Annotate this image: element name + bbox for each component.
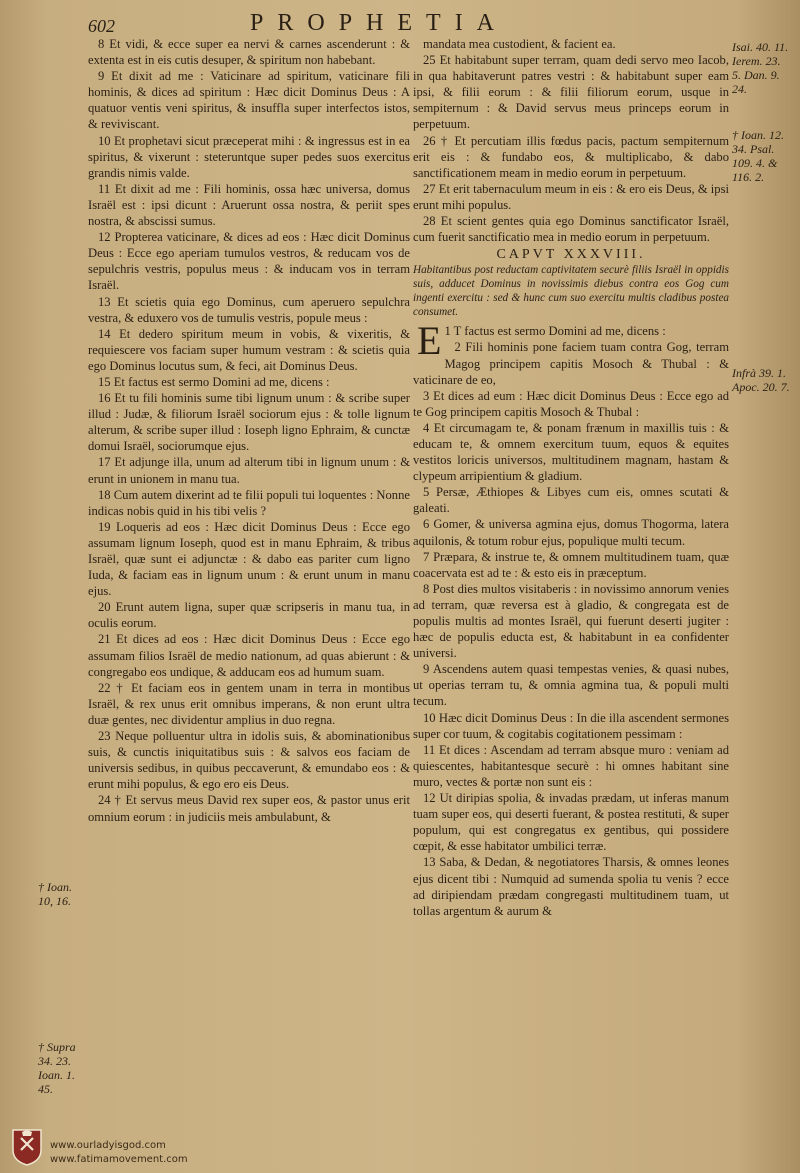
verse: 10 Hæc dicit Dominus Deus : In die illa ascendent sermones super cor tuum, & cogitabis cogitationem pessimam :: [413, 710, 729, 741]
verse: 28 Et scient gentes quia ego Dominus sanctificator Israël, cum fuerit sanctificatio mea in medio eorum in perpetuum.: [413, 214, 729, 245]
chapter-summary: Habitantibus post reductam captivitatem securè filiis Israël in oppidis suis, adducet Dominus in novissimis diebus contra eos Gog cum ingenti exercitu : sed & hunc cum suo exercitu multis cladibus postea consumet.: [413, 264, 729, 319]
verse: 8 Post dies multos visitaberis : in novissimo annorum venies ad terram, quæ reversa est à gladio, & congregata est de populis multis ad montes Israël, qui fuerunt deserti jugiter : hæc de populis educta est, & habitabunt in ea confidenter universi.: [413, 581, 729, 661]
verse: mandata mea custodient, & facient ea.: [423, 37, 616, 51]
verse: 10 Et prophetavi sicut præceperat mihi : & ingressus est in ea spiritus, & vixerunt : steteruntque super pedes suos exercitus grandis nimis valde.: [88, 133, 410, 180]
verse: 13 Et scietis quia ego Dominus, cum aperuero sepulchra vestra, & eduxero vos de tumulis vestris, popule meus :: [88, 294, 410, 325]
verse: 24 † Et servus meus David rex super eos, & pastor unus erit omnium eorum : in judiciis meis ambulabunt, &: [88, 793, 410, 824]
verse: 8 Et vidi, & ecce super ea nervi & carnes ascenderunt : & extenta est in eis cutis desuper, & spiritum non habebant.: [88, 37, 410, 68]
first-verse-text: 1 T factus est sermo Domini ad me, dicens :: [444, 324, 666, 339]
website-link[interactable]: www.fatimamovement.com: [50, 1154, 188, 1165]
verse: 21 Et dices ad eos : Hæc dicit Dominus Deus : Ecce ego assumam filios Israël de medio nationum, ad quas abierunt : & congregabo eos undique, & adducam eos ad humum suam.: [88, 632, 410, 679]
verse: 9 Ascendens autem quasi tempestas venies, & quasi nubes, ut operias terram tu, & omnia agmina tua, & populi multi tecum.: [413, 662, 729, 709]
papal-seal-icon: [10, 1128, 44, 1166]
verse: 16 Et tu fili hominis sume tibi lignum unum : & scribe super illud : Judæ, & filiorum Israël sociorum ejus : & tolle lignum alterum, & scribe super illud : Ioseph ligno Ephraim, & cunctæ domui Israël, sociorumque ejus.: [88, 391, 410, 454]
verse: 14 Et dedero spiritum meum in vobis, & vixeritis, & requiescere vos faciam super humum vestram : & scietis quia ego Dominus locutus sum, & feci, ait Dominus Deus.: [88, 326, 410, 373]
verse: 27 Et erit tabernaculum meum in eis : & ero eis Deus, & ipsi erunt mihi populus.: [413, 181, 729, 212]
margin-note-left: † Supra 34. 23. Ioan. 1. 45.: [38, 1040, 76, 1096]
verse: 3 Et dices ad eum : Hæc dicit Dominus Deus : Ecce ego ad te Gog principem capitis Mosoch & Thubal :: [413, 388, 729, 419]
page-number: 602: [88, 16, 115, 36]
verse: 11 Et dixit ad me : Fili hominis, ossa hæc universa, domus Israël est : ipsi dicunt : Aruerunt ossa nostra, & periit spes nostra, & abscissi sumus.: [88, 181, 410, 229]
verse: 13 Saba, & Dedan, & negotiatores Tharsis, & omnes leones ejus dicent tibi : Numquid ad sumenda spolia tu venis ? ecce ad diripiendam prædam congregasti multitudinem tuam, ut tollas argentum & aurum &: [413, 855, 729, 918]
verse: 2 Fili hominis pone faciem tuam contra Gog, terram Magog principem capitis Mosoch & Thubal : & vaticinare de eo,: [413, 340, 729, 387]
verse: 17 Et adjunge illa, unum ad alterum tibi in lignum unum : & erunt in unionem in manu tua.: [88, 455, 410, 486]
website-link[interactable]: www.ourladyisgod.com: [50, 1140, 166, 1151]
verse: 12 Ut diripias spolia, & invadas prædam, ut inferas manum tuam super eos, qui deserti fuerant, & postea restituti, & super populum, qui est congregatus ex gentibus, qui possidere cœpit, & esse habitator umbilici terræ.: [413, 791, 729, 854]
verse: 9 Et dixit ad me : Vaticinare ad spiritum, vaticinare fili hominis, & dices ad spiritum : Hæc dicit Dominus Deus : A quatuor ventis veni spiritus, & insuffla super interfectos istos, & reviviscant.: [88, 69, 410, 132]
verse: 12 Propterea vaticinare, & dices ad eos : Hæc dicit Dominus Deus : Ecce ego aperiam tumulos vestros, & reducam vos de sepulchris vestris, populus meus : & inducam vos in terram Israël.: [88, 230, 410, 293]
running-title: PROPHETIA: [250, 10, 509, 36]
margin-note-right: † Ioan. 12. 34. Psal. 109. 4. & 116. 2.: [732, 128, 784, 184]
left-column: [88, 36, 410, 825]
margin-note-right: Isai. 40. 11. Ierem. 23. 5. Dan. 9. 24.: [732, 40, 789, 96]
margin-note-left: † Ioan. 10, 16.: [38, 880, 72, 908]
verse: 6 Gomer, & universa agmina ejus, domus Thogorma, latera aquilonis, & totum robur ejus, populique multi tecum.: [413, 517, 729, 548]
verse: 4 Et circumagam te, & ponam frænum in maxillis tuis : & educam te, & omnem exercitum tuum, equos & equites vestitos loricis universos, multitudinem magnam, hastam & clypeum arripientium & gladium.: [413, 420, 729, 484]
margin-note-right: Infrà 39. 1. Apoc. 20. 7.: [732, 366, 790, 394]
verse: 5 Persæ, Æthiopes & Libyes cum eis, omnes scutati & galeati.: [413, 485, 729, 516]
verse: 25 Et habitabunt super terram, quam dedi servo meo Iacob, in qua habitaverunt patres vestri : & habitabunt super eam ipsi, & filii eorum : & filii filiorum eorum, usque in sempiternum : & David servus meus princeps eorum in perpetuum.: [413, 53, 729, 132]
verse: 7 Præpara, & instrue te, & omnem multitudinem tuam, quæ coacervata est ad te : & esto eis in præceptum.: [413, 549, 729, 580]
drop-cap: E: [417, 318, 442, 364]
verse: 11 Et dices : Ascendam ad terram absque muro : veniam ad quiescentes, habitantesque securè : hi omnes habitant sine muro, vectes & portæ non sunt eis :: [413, 742, 729, 789]
verse: 20 Erunt autem ligna, super quæ scripseris in manu tua, in oculis eorum.: [88, 600, 410, 631]
verse: 26 † Et percutiam illis fœdus pacis, pactum sempiternum erit eis : & fundabo eos, & multiplicabo, & dabo sanctificationem meam in medio eorum in perpetuum.: [413, 133, 729, 180]
verse: 18 Cum autem dixerint ad te filii populi tui loquentes : Nonne indicas nobis quid in his tibi velis ?: [88, 487, 410, 518]
verse: 23 Neque polluentur ultra in idolis suis, & abominationibus suis, & cunctis iniquitatibus suis : & salvos eos faciam de universis sedibus, in quibus peccaverunt, & emundabo eos : & erunt mihi populus, & ego ero eis Deus.: [88, 729, 410, 792]
page-header: [0, 6, 800, 36]
verse: 22 † Et faciam eos in gentem unam in terra in montibus Israël, & rex unus erit omnibus imperans, & non erunt ultra duæ gentes, nec dividentur amplius in duo regna.: [88, 680, 410, 727]
verse: 15 Et factus est sermo Domini ad me, dicens :: [98, 374, 330, 389]
verse: 19 Loqueris ad eos : Hæc dicit Dominus Deus : Ecce ego assumam lignum Ioseph, quod est in manu Ephraim, & tribus Israël, quæ sunt ei adjunctæ : & dabo eas pariter cum ligno Iuda, & faciam eas in lignum unum : & erunt unum in manu ejus.: [88, 519, 410, 599]
right-column: [413, 36, 729, 919]
chapter-heading: CAPVT XXXVIII.: [496, 247, 646, 263]
